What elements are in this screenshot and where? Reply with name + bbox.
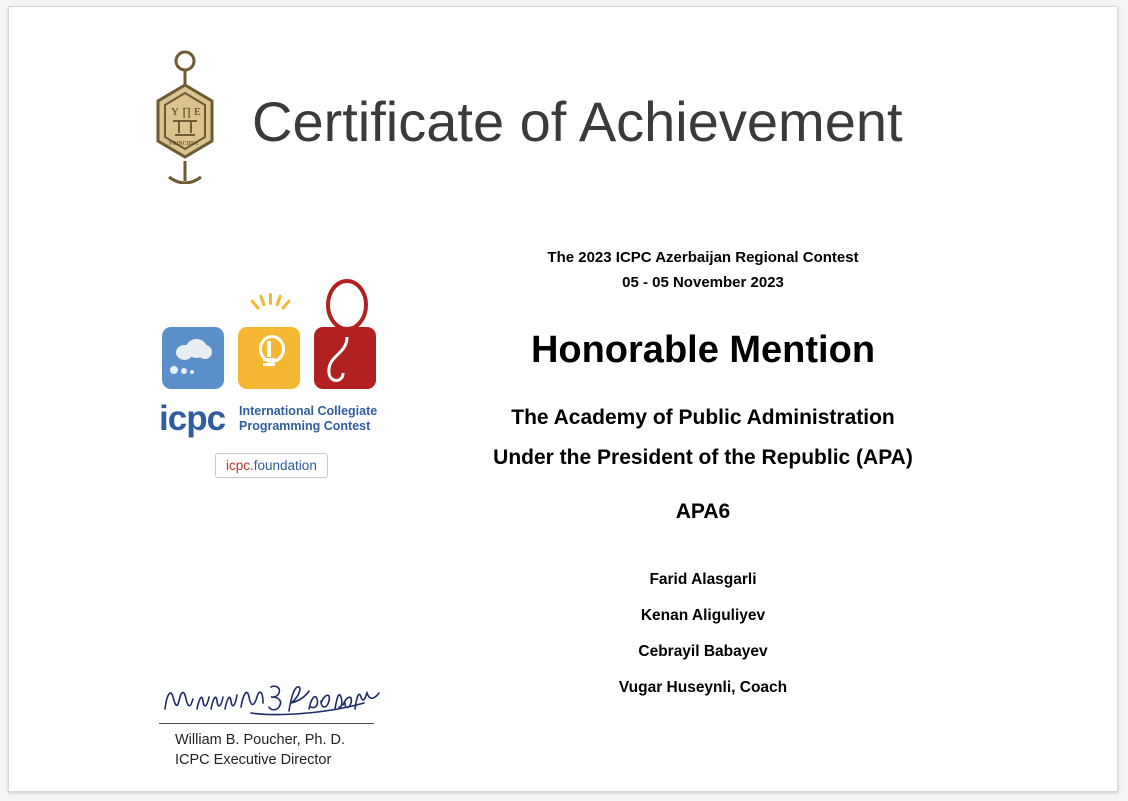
institution-name xyxy=(439,398,967,478)
balloon-icon xyxy=(317,277,377,387)
handwritten-signature-icon xyxy=(159,679,384,721)
icpc-tagline-line2: Programming Contest xyxy=(239,419,371,433)
svg-text:∏: ∏ xyxy=(182,106,192,118)
signatory-role: ICPC Executive Director xyxy=(175,752,332,768)
icpc-wordmark-text: icpc xyxy=(159,399,226,438)
list-item: Vugar Huseynli, Coach xyxy=(618,679,788,696)
foundation-badge-prefix: icpc xyxy=(226,458,251,473)
signature-block xyxy=(159,679,419,770)
contest-name: The 2023 ICPC Azerbaijan Regional Contest xyxy=(547,249,859,266)
list-item: Farid Alasgarli xyxy=(649,571,757,588)
icpc-wordmark xyxy=(159,399,389,439)
svg-text:E: E xyxy=(194,106,201,118)
list-item: Cebrayil Babayev xyxy=(638,643,768,660)
certificate-body xyxy=(439,245,967,706)
icpc-logo-block xyxy=(157,277,387,487)
svg-text:Y: Y xyxy=(171,106,179,118)
svg-text:PRINCIPIA: PRINCIPIA xyxy=(169,141,199,147)
signatory-name: William B. Poucher, Ph. D. xyxy=(175,732,346,748)
team-members-list xyxy=(439,562,967,706)
cloud-tile-icon xyxy=(162,327,224,389)
icpc-foundation-badge xyxy=(215,453,328,478)
icpc-tagline-line1: International Collegiate xyxy=(239,404,378,418)
team-name: APA6 xyxy=(675,500,731,523)
institution-line-2: Under the President of the Republic (APA) xyxy=(493,446,913,469)
lightbulb-rays-icon xyxy=(253,293,287,323)
institution-line-1: The Academy of Public Administration xyxy=(511,406,895,429)
certificate-document xyxy=(8,6,1118,792)
foundation-badge-suffix: .foundation xyxy=(250,458,317,473)
icpc-tagline xyxy=(239,404,389,434)
certificate-header xyxy=(9,7,1117,207)
signature-rule xyxy=(159,723,374,724)
award-title: Honorable Mention xyxy=(530,329,876,371)
icpc-medal-seal-icon xyxy=(149,49,221,184)
lightbulb-tile-icon xyxy=(238,327,300,389)
contest-dates: 05 - 05 November 2023 xyxy=(622,274,784,291)
list-item: Kenan Aliguliyev xyxy=(640,607,766,624)
page-title: Certificate of Achievement xyxy=(252,90,903,153)
icpc-logo-tiles xyxy=(157,277,387,392)
